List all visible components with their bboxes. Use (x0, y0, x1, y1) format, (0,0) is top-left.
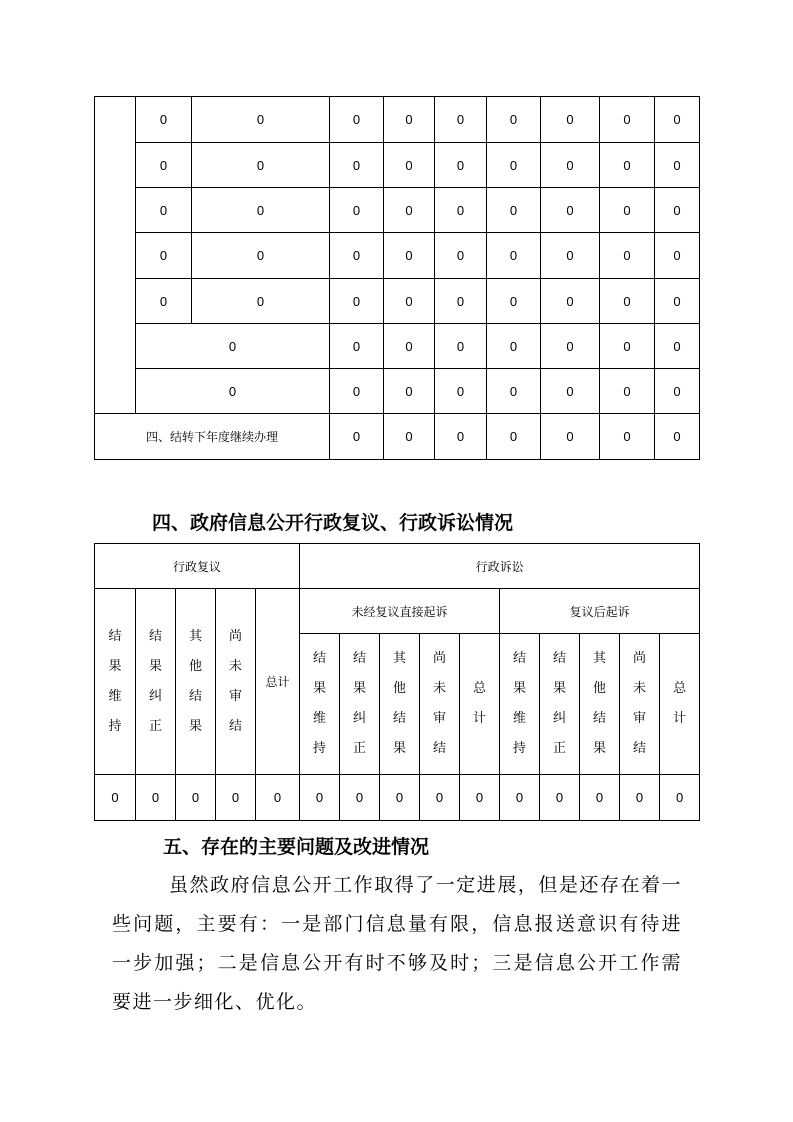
table-row-carryover (95, 414, 700, 460)
value-cell: 0 (580, 775, 620, 821)
value-cell: 0 (330, 369, 384, 414)
table-row (95, 188, 700, 233)
col-pending: 尚 未 审 结 (216, 589, 256, 775)
value-cell: 0 (435, 143, 487, 188)
value-cell: 0 (487, 97, 541, 143)
value-cell: 0 (435, 414, 487, 460)
value-cell: 0 (420, 775, 460, 821)
value-cell: 0 (487, 324, 541, 369)
value-cell: 0 (655, 97, 700, 143)
col-other: 其 他 结 果 (380, 634, 420, 775)
value-cell: 0 (435, 369, 487, 414)
value-cell: 0 (655, 143, 700, 188)
col-total: 总 计 (660, 634, 700, 775)
value-cell: 0 (600, 233, 655, 279)
subrow-label: 0 (136, 279, 192, 324)
subrow-label: 0 (136, 143, 192, 188)
header-direct-suit: 未经复议直接起诉 (300, 589, 500, 634)
value-cell: 0 (541, 97, 600, 143)
value-cell: 0 (655, 369, 700, 414)
value-cell: 0 (384, 233, 435, 279)
subrow-label: 0 (136, 97, 192, 143)
value-cell: 0 (435, 233, 487, 279)
table-row (95, 324, 700, 369)
value-cell: 0 (435, 188, 487, 233)
col-pending: 尚 未 审 结 (620, 634, 660, 775)
subrow-sublabel: 0 (192, 97, 330, 143)
value-cell: 0 (541, 324, 600, 369)
subrow-sublabel: 0 (192, 279, 330, 324)
value-cell: 0 (330, 143, 384, 188)
value-cell: 0 (340, 775, 380, 821)
value-cell: 0 (540, 775, 580, 821)
outer-spacer-cell (95, 97, 136, 414)
value-cell: 0 (136, 775, 176, 821)
subrow-sublabel: 0 (192, 188, 330, 233)
review-litigation-table (94, 543, 700, 821)
value-cell: 0 (487, 233, 541, 279)
value-cell: 0 (435, 97, 487, 143)
col-maintained: 结 果 维 持 (95, 589, 136, 775)
value-cell: 0 (330, 97, 384, 143)
value-cell: 0 (216, 775, 256, 821)
value-cell: 0 (660, 775, 700, 821)
value-cell: 0 (500, 775, 540, 821)
table-row (95, 589, 700, 634)
value-cell: 0 (384, 97, 435, 143)
col-pending: 尚 未 审 结 (420, 634, 460, 775)
header-admin-litigation: 行政诉讼 (300, 544, 700, 589)
value-cell: 0 (541, 188, 600, 233)
value-cell: 0 (330, 414, 384, 460)
value-cell: 0 (655, 233, 700, 279)
col-other: 其 他 结 果 (176, 589, 216, 775)
value-cell: 0 (487, 279, 541, 324)
value-cell: 0 (384, 369, 435, 414)
table-row (95, 369, 700, 414)
value-cell: 0 (487, 188, 541, 233)
value-cell: 0 (541, 414, 600, 460)
table-row-values (95, 775, 700, 821)
value-cell: 0 (487, 143, 541, 188)
col-corrected: 结 果 纠 正 (540, 634, 580, 775)
section-5-paragraph: 虽然政府信息公开工作取得了一定进展，但是还存在着一些问题，主要有：一是部门信息量有限，信息报送意识有待进一步加强；二是信息公开有时不够及时；三是信息公开工作需要进一步细化、优化。 (112, 874, 682, 1013)
value-cell: 0 (541, 143, 600, 188)
table-row (95, 97, 700, 143)
value-cell: 0 (435, 279, 487, 324)
col-maintained: 结 果 维 持 (500, 634, 540, 775)
value-cell: 0 (330, 233, 384, 279)
value-cell: 0 (380, 775, 420, 821)
value-cell: 0 (176, 775, 216, 821)
table-row (95, 233, 700, 279)
value-cell: 0 (256, 775, 300, 821)
value-cell: 0 (435, 324, 487, 369)
col-corrected: 结 果 纠 正 (340, 634, 380, 775)
row-label: 0 (136, 324, 330, 369)
value-cell: 0 (620, 775, 660, 821)
value-cell: 0 (95, 775, 136, 821)
col-other: 其 他 结 果 (580, 634, 620, 775)
header-after-review: 复议后起诉 (500, 589, 700, 634)
value-cell: 0 (300, 775, 340, 821)
table-row (95, 143, 700, 188)
processing-results-table (94, 96, 700, 460)
value-cell: 0 (655, 279, 700, 324)
value-cell: 0 (460, 775, 500, 821)
subrow-label: 0 (136, 188, 192, 233)
value-cell: 0 (600, 143, 655, 188)
col-total: 总计 (256, 589, 300, 775)
value-cell: 0 (600, 97, 655, 143)
table-row (95, 279, 700, 324)
subrow-sublabel: 0 (192, 233, 330, 279)
value-cell: 0 (600, 369, 655, 414)
value-cell: 0 (600, 279, 655, 324)
value-cell: 0 (330, 324, 384, 369)
col-maintained: 结 果 维 持 (300, 634, 340, 775)
value-cell: 0 (655, 324, 700, 369)
value-cell: 0 (330, 188, 384, 233)
value-cell: 0 (384, 279, 435, 324)
value-cell: 0 (384, 143, 435, 188)
value-cell: 0 (487, 414, 541, 460)
table-row (95, 544, 700, 589)
value-cell: 0 (384, 188, 435, 233)
value-cell: 0 (487, 369, 541, 414)
section-5-heading: 五、存在的主要问题及改进情况 (163, 836, 430, 858)
section-4-heading: 四、政府信息公开行政复议、行政诉讼情况 (152, 512, 514, 534)
col-total: 总 计 (460, 634, 500, 775)
value-cell: 0 (600, 324, 655, 369)
value-cell: 0 (600, 188, 655, 233)
row-label: 0 (136, 369, 330, 414)
carryover-label: 四、结转下年度继续办理 (95, 414, 330, 460)
value-cell: 0 (541, 279, 600, 324)
subrow-sublabel: 0 (192, 143, 330, 188)
value-cell: 0 (600, 414, 655, 460)
value-cell: 0 (330, 279, 384, 324)
value-cell: 0 (541, 233, 600, 279)
value-cell: 0 (655, 414, 700, 460)
subrow-label: 0 (136, 233, 192, 279)
header-admin-review: 行政复议 (95, 544, 300, 589)
value-cell: 0 (655, 188, 700, 233)
value-cell: 0 (384, 414, 435, 460)
value-cell: 0 (541, 369, 600, 414)
col-corrected: 结 果 纠 正 (136, 589, 176, 775)
value-cell: 0 (384, 324, 435, 369)
